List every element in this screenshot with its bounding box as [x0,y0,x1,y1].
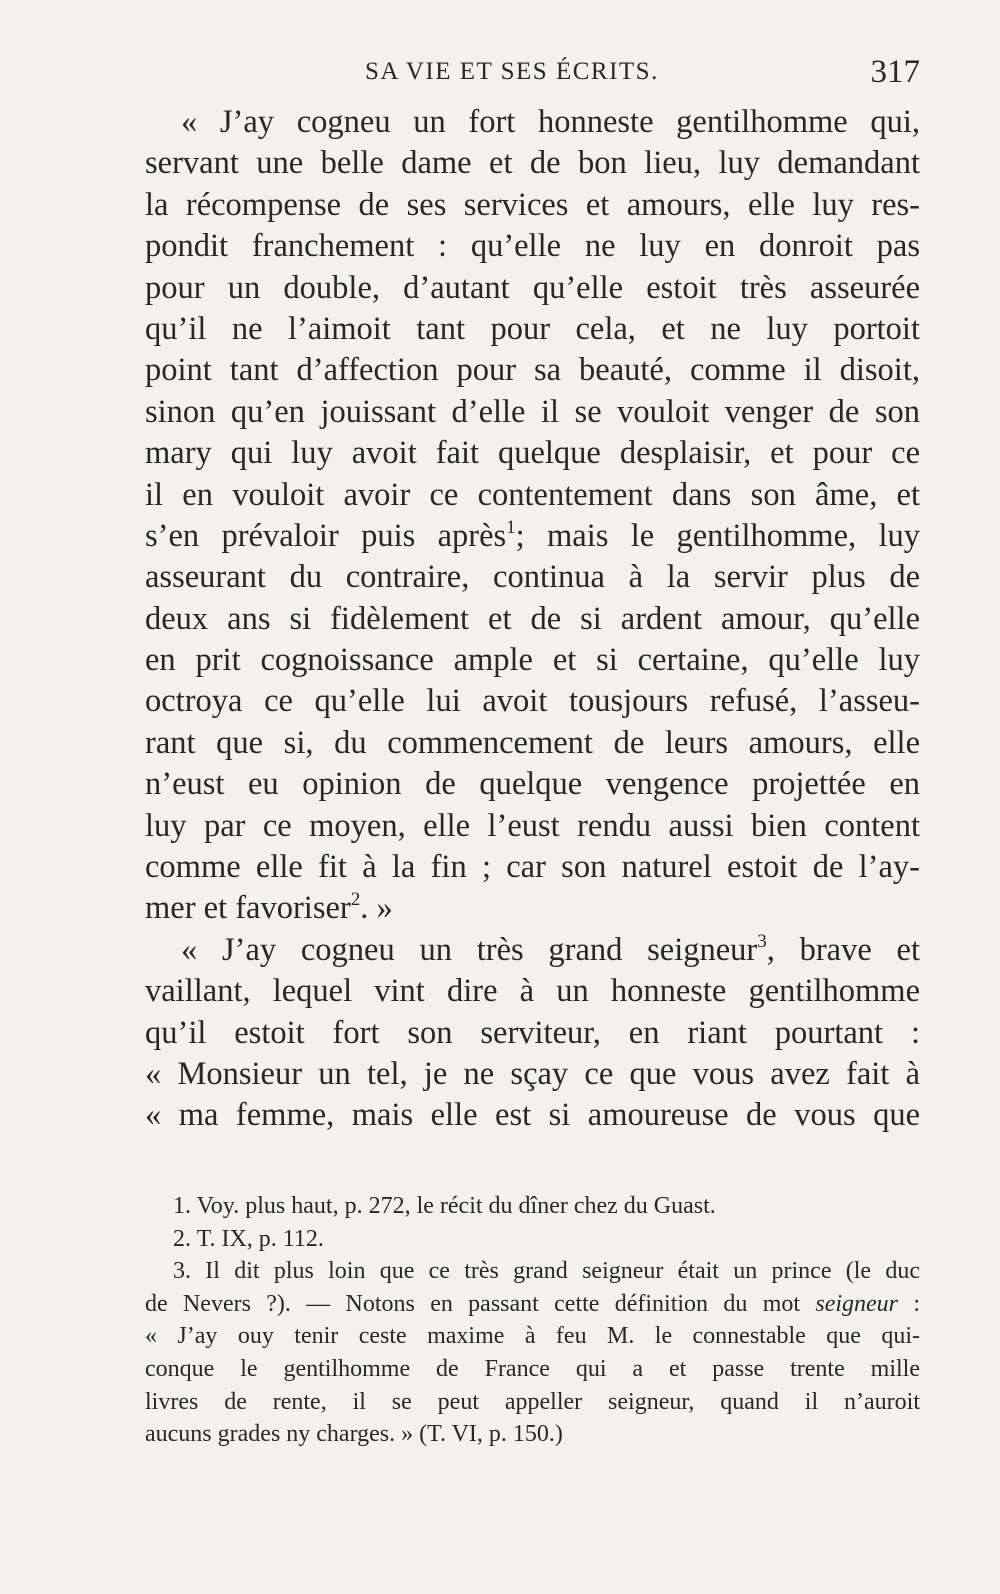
footnote-ref-1[interactable]: 1 [506,516,516,538]
main-text [145,102,920,1137]
text-segment: s’en prévaloir puis après [145,517,507,554]
text-line: asseurant du contraire, continua à la servir plus de [145,559,920,596]
text-segment: « J’ay cogneu un très grand seigneur [181,931,758,968]
text-segment: ; mais le gentilhomme, luy [515,517,920,554]
text-line: luy par ce moyen, elle l’eust rendu aussi bien content [145,807,920,844]
footnote-3-line: aucuns grades ny charges. » (T. VI, p. 150.) [145,1421,563,1448]
footnote-3: 3. Il dit plus loin que ce très grand seigneur était un prince (le duc [173,1258,920,1285]
text-line: qu’il ne l’aimoit tant pour cela, et ne luy portoit [145,310,920,347]
text-line [145,888,920,929]
text-segment: mer et favoriser [145,890,351,927]
text-line: vaillant, lequel vint dire à un honneste gentilhomme [145,973,920,1010]
text-segment: , brave et [766,931,920,968]
text-segment: . » [360,890,393,927]
text-line: il en vouloit avoir ce contentement dans son âme, et [145,476,920,513]
text-line: comme elle fit à la fin ; car son naturel estoit de l’ay- [145,849,920,886]
text-line: octroya ce qu’elle lui avoit tousjours refusé, l’asseu- [145,683,920,720]
text-line: n’eust eu opinion de quelque vengence projettée en [145,766,920,803]
footnote-3-line [145,1288,920,1321]
footnote-ref-3[interactable]: 3 [757,930,767,952]
text-line: qu’il estoit fort son serviteur, en riant pourtant : [145,1014,920,1051]
text-line: point tant d’affection pour sa beauté, comme il disoit, [145,352,920,389]
text-line: deux ans si fidèlement et de si ardent amour, qu’elle [145,600,920,637]
text-line: la récompense de ses services et amours, elle luy res- [145,186,920,223]
text-line: rant que si, du commencement de leurs amours, elle [145,724,920,761]
text-line: servant une belle dame et de bon lieu, luy demandant [145,145,920,182]
text-line: « J’ay cogneu un fort honneste gentilhomme qui, [181,104,920,140]
text-line: « Monsieur un tel, je ne sçay ce que vous avez fait à [145,1055,920,1092]
running-title: SA VIE ET SES ÉCRITS. [365,58,659,85]
text-line: pour un double, d’autant qu’elle estoit très asseurée [145,269,920,306]
text-line: pondit franchement : qu’elle ne luy en donroit pas [145,228,920,265]
page-number: 317 [870,54,920,90]
footnote-1: 1. Voy. plus haut, p. 272, le récit du dîner chez du Guast. [173,1193,716,1219]
footnote-3-line: conque le gentilhomme de France qui a et passe trente mille [145,1355,920,1382]
text-line: « ma femme, mais elle est si amoureuse de vous que [145,1097,920,1134]
text-line [145,930,920,971]
footnote-3-line: livres de rente, il se peut appeller seigneur, quand il n’auroit [145,1388,920,1415]
text-segment: de Nevers ?). — Notons en passant cette définition du mot [145,1290,816,1317]
text-line: sinon qu’en jouissant d’elle il se vouloit venger de son [145,393,920,430]
footnote-3-line: « J’ay ouy tenir ceste maxime à feu M. le connestable que qui- [145,1323,920,1350]
text-line [145,516,920,557]
text-segment: : [898,1290,921,1317]
text-line: mary qui luy avoit fait quelque desplaisir, et pour ce [145,435,920,472]
footnote-ref-2[interactable]: 2 [350,889,361,911]
footnotes [145,1190,920,1451]
footnote-2: 2. T. IX, p. 112. [173,1225,324,1252]
text-line: en prit cognoissance ample et si certaine, qu’elle luy [145,642,920,679]
italic-term: seigneur [815,1290,899,1317]
page-header [145,48,920,88]
